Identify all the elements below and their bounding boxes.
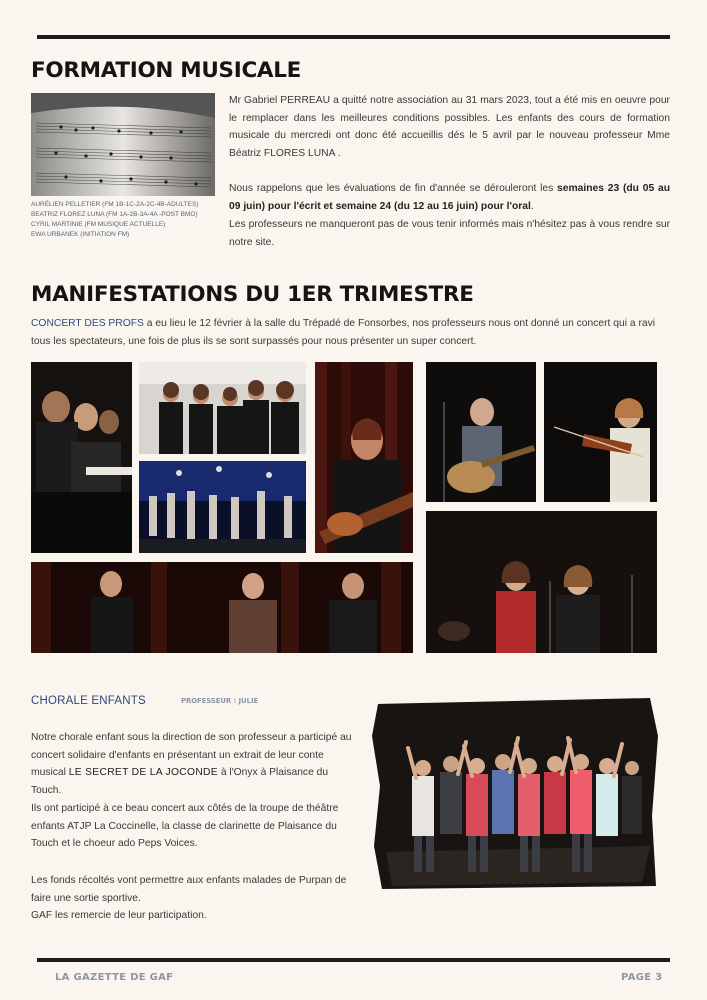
violinist-photo — [544, 362, 657, 502]
credit-line: CYRIL MARTINIE (FM MUSIQUE ACTUELLE) — [31, 221, 166, 228]
three-musicians-photo — [31, 562, 413, 653]
chorale-paragraph-3: Les fonds récoltés vont permettre aux enfants malades de Purpan de faire une sortie sportive. — [31, 875, 347, 904]
credit-line: BEATRIZ FLOREZ LUNA (FM 1A-2B-3A-4A -POST BMO) — [31, 211, 198, 218]
formation-title: FORMATION MUSICALE — [31, 58, 302, 83]
concert-paragraph: CONCERT DES PROFS a eu lieu le 12 février à la salle du Trépadé de Fonsorbes, nos professeurs nous ont donné un concert qui a ravi tous les spectateurs, une fois de plus ils se sont surpassés pour nous présenter un super concert. — [31, 318, 656, 347]
bassist-photo — [315, 362, 413, 553]
chorale-paragraph-2: Ils ont participé à ce beau concert aux côtés de la troupe de théâtre enfants ATJP La Coccinelle, la classe de clarinette de Plaisance du Touch et le choeur ado Peps Voices. — [31, 803, 339, 850]
bottom-rule — [37, 958, 670, 962]
five-women-singers-photo — [139, 362, 306, 454]
chorale-title: CHORALE ENFANTS — [31, 695, 146, 707]
formation-paragraph-2: Nous rappelons que les évaluations de fin d'année se dérouleront les semaines 23 (du 05 au 09 juin) pour l'écrit et semaine 24 (du 12 au 16 juin) pour l'oral. — [229, 183, 670, 212]
formation-paragraph-1: Mr Gabriel PERREAU a quitté notre association au 31 mars 2023, tout a été mis en oeuvre pour le remplacer dans les meilleures conditions possibles. Les enfants des cours de formation musicale du mercredi ont donc été accueillis dés le 5 avril par le nouveau professeur Mme Béatriz FLORES LUNA . — [229, 95, 670, 159]
formation-paragraph-3: Les professeurs ne manqueront pas de vous tenir informés mais n'hésitez pas à vous rendre sur notre site. — [229, 219, 670, 248]
manif-title: MANIFESTATIONS DU 1ER TRIMESTRE — [31, 282, 474, 307]
two-women-singers-photo — [426, 511, 657, 653]
credit-line: AURÉLIEN PELLETIER (FM 1B-1C-2A-2C-4B-ADULTES) — [31, 201, 199, 208]
chorale-paragraph-4: GAF les remercie de leur participation. — [31, 910, 207, 921]
conte-title: LE SECRET DE LA JOCONDE — [68, 767, 218, 779]
stage-ensemble-photo — [139, 461, 306, 553]
sheet-music-photo — [31, 93, 215, 196]
top-rule — [37, 35, 670, 39]
children-choir-photo — [372, 696, 660, 891]
exam-dates: semaines 23 (du 05 au 09 juin) pour l'écrit et semaine 24 (du 12 au 16 juin) pour l'oral — [229, 183, 670, 212]
chorale-paragraph-1: Notre chorale enfant sous la direction de son professeur a participé au concert solidaire d'enfants en présentant un extrait de leur conte musical LE SECRET DE LA JOCONDE à l'Onyx à Plaisance du Touch. — [31, 732, 352, 796]
concert-label: CONCERT DES PROFS — [31, 318, 144, 329]
footer-page-number: PAGE 3 — [621, 972, 663, 983]
guitarist-singer-photo — [426, 362, 536, 502]
teacher-credits — [31, 200, 219, 240]
footer-publication: LA GAZETTE DE GAF — [55, 972, 174, 983]
credit-line: EWA URBANEK (INITIATION FM) — [31, 231, 130, 238]
piano-duo-photo — [31, 362, 132, 553]
chorale-professor: PROFESSEUR : JULIE — [181, 697, 259, 705]
